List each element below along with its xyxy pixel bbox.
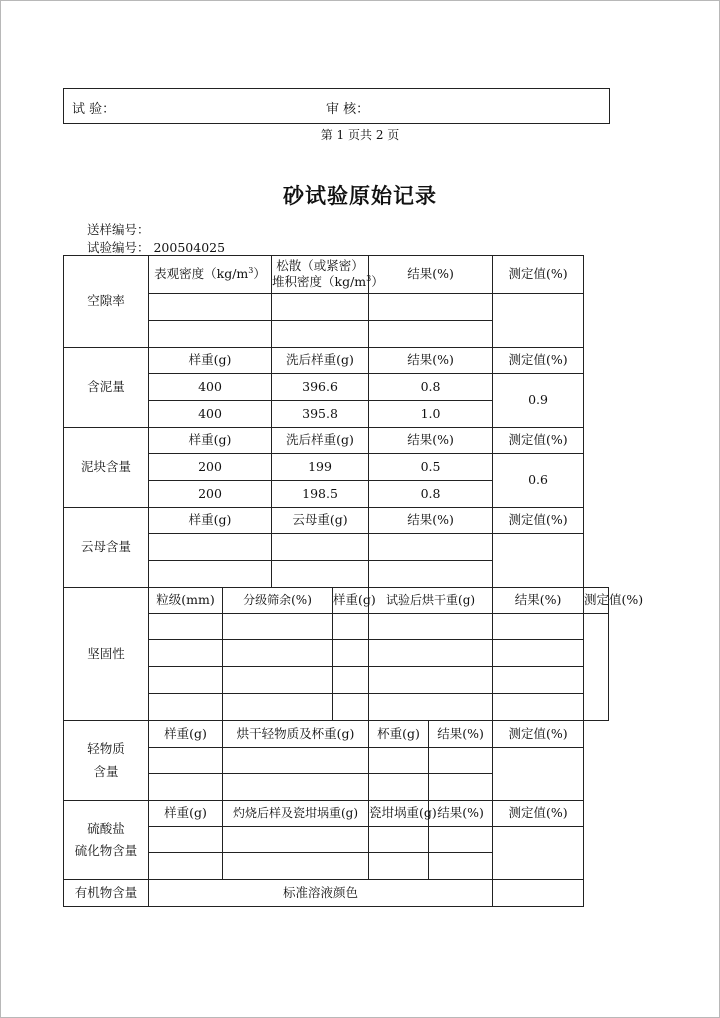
section-label-mud: 含泥量 [64,348,149,428]
header-washed-weight: 洗后样重(g) [272,348,369,374]
cell [149,853,223,880]
reviewer-label: 审 核： [326,102,370,117]
cell [369,640,493,667]
header-measured: 测定值(%) [493,428,584,454]
cell [223,774,369,801]
header-dried-weight: 试验后烘干重(g) [369,588,493,614]
cell [369,667,493,694]
cell [493,880,584,907]
cell [429,853,493,880]
cell [369,694,493,721]
clay-result-2: 0.8 [369,481,493,508]
cell [493,640,584,667]
cell [369,748,429,774]
cell [493,294,584,348]
cell [272,321,369,348]
test-record-table [63,255,644,907]
cell [369,294,493,321]
mud-washed-2: 395.8 [272,401,369,428]
cell [333,667,369,694]
mud-weight-1: 400 [149,374,272,401]
clay-result-1: 0.5 [369,454,493,481]
cell [369,561,493,588]
cell [272,294,369,321]
cell [272,561,369,588]
header-result: 结果(%) [429,721,493,748]
section-label-sulfate: 硫酸盐 硫化物含量 [64,801,149,880]
cell [333,640,369,667]
header-measured: 测定值(%) [493,721,584,748]
header-sample-weight: 样重(g) [149,348,272,374]
header-burned-crucible-weight: 灼烧后样及瓷坩埚重(g) [223,801,369,827]
cell [149,614,223,640]
sample-number-label: 送样编号： [87,222,150,237]
cell [149,534,272,561]
header-measured: 测定值(%) [493,508,584,534]
cell [429,774,493,801]
header-mica-weight: 云母重(g) [272,508,369,534]
cell [149,694,223,721]
cell [369,853,429,880]
header-bulk-density: 松散（或紧密） 堆积密度$(kg/m^3)$ [272,256,369,294]
header-result: 结果(%) [369,348,493,374]
tester-label: 试 验： [72,102,116,117]
cell [272,534,369,561]
section-label-mica: 云母含量 [64,508,149,588]
cell [149,321,272,348]
header-measured: 测定值(%) [584,588,609,614]
signoff-row [63,88,610,124]
section-label-soundness: 坚固性 [64,588,149,721]
cell [223,640,333,667]
cell [369,321,493,348]
header-dried-light-cup-weight: 烘干轻物质及杯重(g) [223,721,369,748]
cell [493,614,584,640]
test-number-label: 试验编号： 200504025 [87,240,226,255]
mud-measured: 0.9 [493,374,584,428]
cell [369,827,429,853]
section-label-organic: 有机物含量 [64,880,149,907]
header-result: 结果(%) [493,588,584,614]
header-result: 结果(%) [369,428,493,454]
cell [493,827,584,880]
mud-result-2: 1.0 [369,401,493,428]
cell [223,748,369,774]
header-apparent-density: 表观密度$(kg/m^3)$ [149,256,272,294]
cell [149,294,272,321]
header-sample-weight: 样重(g) [149,721,223,748]
clay-weight-1: 200 [149,454,272,481]
header-washed-weight: 洗后样重(g) [272,428,369,454]
section-label-clay-lump: 泥块含量 [64,428,149,508]
cell [223,853,369,880]
section-label-lightweight: 轻物质 含量 [64,721,149,801]
cell [429,827,493,853]
clay-washed-1: 199 [272,454,369,481]
header-measured: 测定值(%) [493,256,584,294]
cell [493,667,584,694]
clay-measured: 0.6 [493,454,584,508]
cell [369,614,493,640]
section-label-void-ratio: 空隙率 [64,256,149,348]
clay-weight-2: 200 [149,481,272,508]
cell [149,748,223,774]
cell [493,534,584,588]
header-cup-weight: 杯重(g) [369,721,429,748]
cell [149,561,272,588]
header-particle-size: 粒级(mm) [149,588,223,614]
page-number: 第 1 页共 2 页 [320,128,400,142]
mud-result-1: 0.8 [369,374,493,401]
cell [493,748,584,801]
header-measured: 测定值(%) [493,801,584,827]
header-crucible-weight: 瓷坩埚重(g) [369,801,429,827]
header-standard-solution-color: 标准溶液颜色 [149,880,493,907]
cell [149,827,223,853]
cell [149,774,223,801]
cell [369,534,493,561]
header-sample-weight: 样重(g) [149,801,223,827]
cell [223,827,369,853]
cell [584,614,609,721]
cell [149,667,223,694]
header-sample-weight: 样重(g) [333,588,369,614]
header-result: 结果(%) [369,508,493,534]
header-sample-weight: 样重(g) [149,508,272,534]
header-result: 结果(%) [429,801,493,827]
header-graded-residue: 分级筛余(%) [223,588,333,614]
cell [333,614,369,640]
cell [369,774,429,801]
cell [223,667,333,694]
cell [333,694,369,721]
header-sample-weight: 样重(g) [149,428,272,454]
mud-washed-1: 396.6 [272,374,369,401]
mud-weight-2: 400 [149,401,272,428]
cell [223,614,333,640]
cell [429,748,493,774]
cell [149,640,223,667]
cell [223,694,333,721]
header-result: 结果(%) [369,256,493,294]
document-title: 砂试验原始记录 [283,183,437,208]
header-measured: 测定值(%) [493,348,584,374]
cell [493,694,584,721]
clay-washed-2: 198.5 [272,481,369,508]
